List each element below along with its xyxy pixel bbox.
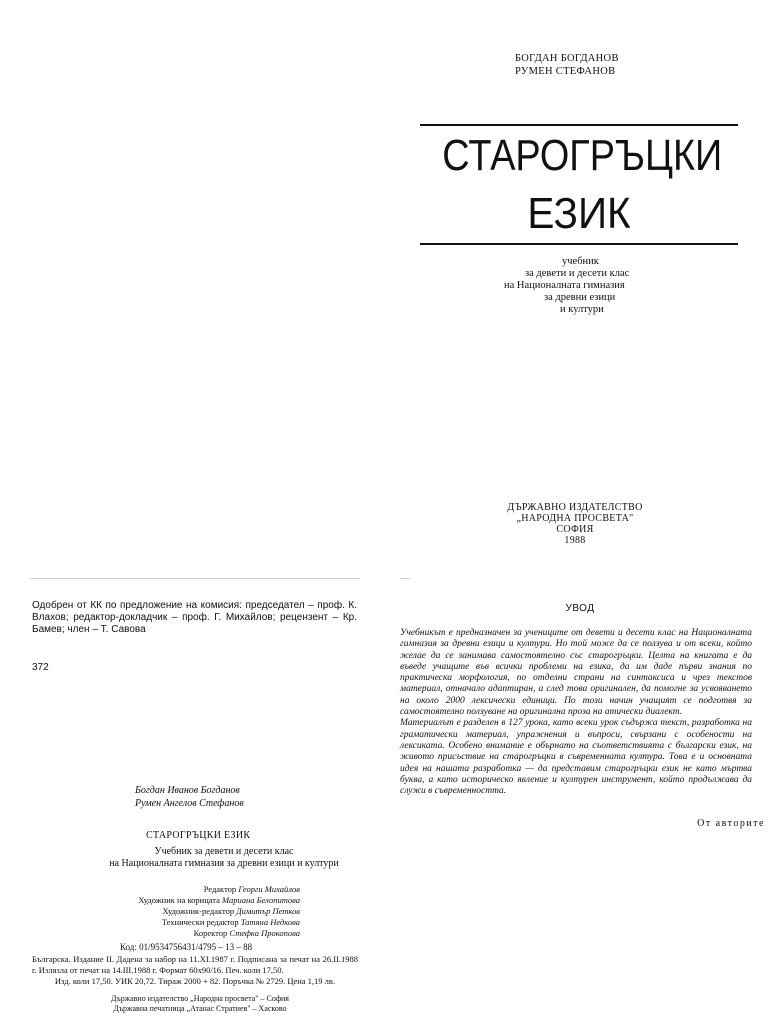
- book-title-line-2: ЕЗИК: [527, 189, 631, 238]
- credit-row: [90, 895, 300, 906]
- subtitle-line: на Националната гимназия: [504, 280, 625, 291]
- publisher-year: 1988: [564, 535, 586, 546]
- colophon-subtitle-line: на Националната гимназия за древни езици и култури: [109, 858, 339, 869]
- publisher-house: „НАРОДНА ПРОСВЕТА": [516, 513, 634, 524]
- subtitle-line: и култури: [560, 304, 604, 315]
- intro-text: [400, 628, 752, 797]
- title-rule-top: [420, 124, 738, 126]
- credit-role: Художник-редактор: [162, 906, 235, 916]
- credit-role: Художник на корицата: [138, 895, 220, 905]
- publisher-name: ДЪРЖАВНО ИЗДАТЕЛСТВО: [507, 502, 643, 513]
- intro-paragraph: Материалът е разделен в 127 урока, като всеки урок съдържа текст, разработка на граматически материал, упражнения и въпроси, свързани с особености на лексиката. Особено внимание е обърнато на съответствията с български език, на живото присъствие на старогръцки в съвременната култура. Това е и основната идея на нашата разработка — да представим старогръцки език не като мъртва буква, а като историческо явление и културен инструмент, който продължава да служи в съвременността.: [400, 718, 752, 797]
- printer-line: Държавна печатница „Атанас Стратиев" – Хасково: [113, 1004, 287, 1013]
- author-name: РУМЕН СТЕФАНОВ: [515, 66, 616, 77]
- credit-name: Мариана Белопитова: [222, 895, 300, 905]
- credit-name: Георги Михайлов: [238, 884, 300, 894]
- credit-row: [90, 917, 300, 928]
- subtitle-line: за девети и десети клас: [525, 268, 630, 279]
- credit-role: Технически редактор: [161, 917, 239, 927]
- subtitle-line: учебник: [562, 256, 599, 267]
- intro-paragraph: Учебникът е предназначен за учениците от девети и десети клас на Националната гимназия за древни езици и култури. Но той може да се ползува и от всеки, който желае да се занимава самостоятелно със старогръцки. Целта на книгата е да въведе учащите във всички проблеми на езика, да им даде първи знания по практическа морфология, по отделни страни на синтаксиса и чрез текстов материал, отначало адаптиран, а след това оригинален, да помогне за усвояването на около 2000 лексически единици. По този начин учащият се подготвя за самостоятелно ползуване на оригинална проза на атически диалект.: [400, 628, 752, 718]
- publisher-city: СОФИЯ: [556, 524, 594, 535]
- title-rule-bottom: [420, 243, 738, 245]
- top-authors: [515, 52, 619, 78]
- scan-divider-left: [30, 578, 360, 579]
- publisher-block: [500, 502, 650, 546]
- colophon-title: СТАРОГРЪЦКИ ЕЗИК: [146, 830, 251, 841]
- subtitle-line: за древни езици: [544, 292, 616, 303]
- author-full-name: Богдан Иванов Богданов: [135, 785, 240, 796]
- intro-signature: От авторите: [697, 818, 765, 829]
- intro-heading: УВОД: [565, 603, 595, 614]
- authors-full: [135, 784, 244, 810]
- imprint-print-run: Изд. коли 17,50. УИК 20,72. Тираж 2000 + 82. Поръчка № 2729. Цена 1,19 лв.: [54, 976, 336, 986]
- credit-row: [90, 884, 300, 895]
- credit-row: [90, 906, 300, 917]
- printer-block: [80, 994, 320, 1014]
- credit-name: Татяна Недкова: [240, 917, 300, 927]
- credit-name: Димитър Петков: [236, 906, 300, 916]
- credit-name: Стефка Прокопова: [229, 928, 300, 938]
- printer-line: Държавно издателство „Народна просвета" – София: [110, 994, 289, 1003]
- catalog-code: Код: 01/9534756431/4795 – 13 – 88: [120, 942, 253, 952]
- scan-divider-right: [400, 578, 410, 579]
- page-number: 372: [32, 662, 49, 673]
- credit-role: Коректор: [193, 928, 228, 938]
- book-title-line-1: СТАРОГРЪЦКИ: [442, 131, 723, 180]
- colophon-subtitle-line: Учебник за девети и десети клас: [154, 846, 294, 857]
- approval-note: Одобрен от КК по предложение на комисия: председател – проф. К. Влахов; редактор-докладчик – проф. Г. Михайлов; рецензент – Кр. Бамев; член – Т. Савова: [32, 600, 357, 635]
- credits-list: [90, 884, 300, 939]
- imprint-details: Българска. Издание II. Дадена за набор на 11.XI.1987 г. Подписана за печат на 26.II.1988 г. Излязла от печат на 14.III.1988 г. Формат 60х90/16. Печ. коли 17,50.: [32, 954, 358, 975]
- credit-row: [90, 928, 300, 939]
- subtitle-block: [470, 256, 700, 316]
- author-full-name: Румен Ангелов Стефанов: [135, 798, 244, 809]
- colophon-subtitle: [74, 846, 374, 870]
- credit-role: Редактор: [203, 884, 237, 894]
- author-name: БОГДАН БОГДАНОВ: [515, 53, 619, 64]
